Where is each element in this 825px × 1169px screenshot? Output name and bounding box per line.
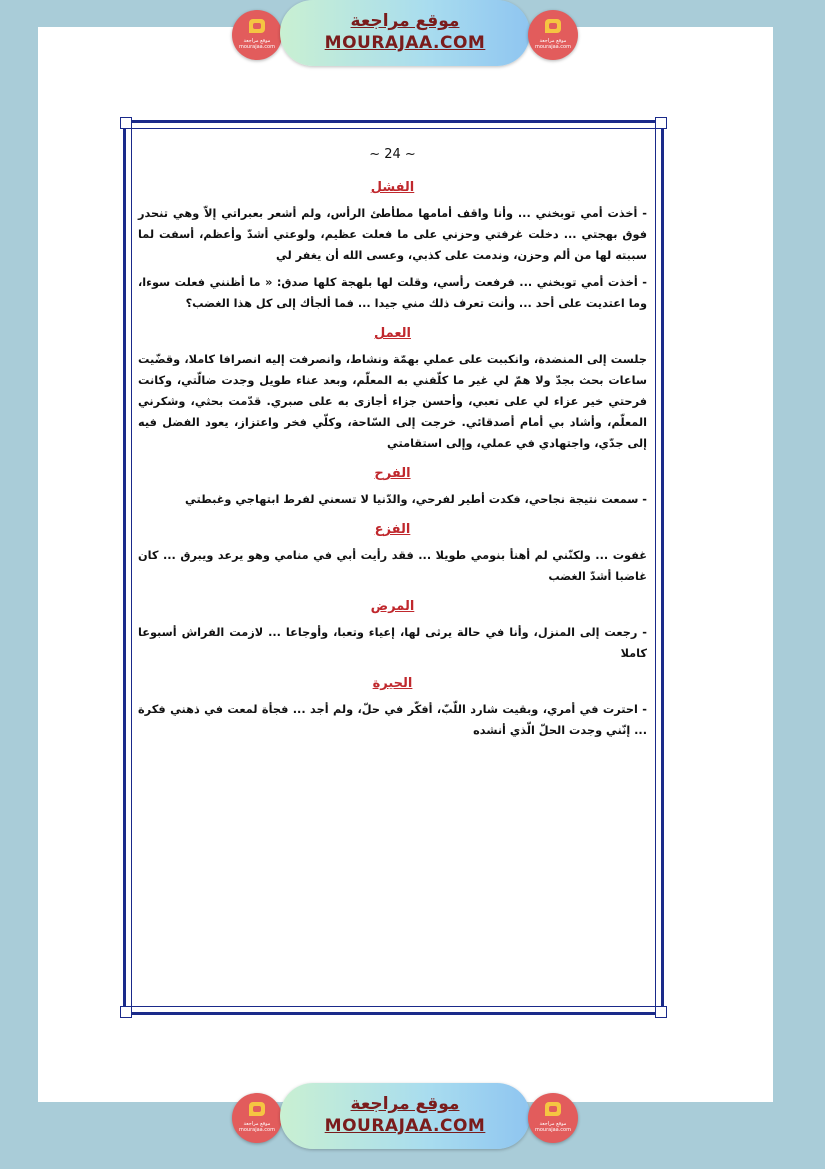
section-paragraph: - رجعت إلى المنزل، وأنا في حالة يرثى لها، إعياء وتعبا، وأوجاعا ... لازمت الفراش أسبوعا كاملا — [138, 626, 647, 660]
site-title-en[interactable]: MOURAJAA.COM — [324, 1116, 486, 1136]
site-logo-right[interactable] — [528, 1093, 578, 1143]
page-number: ~ 24 ~ — [369, 147, 416, 162]
logo-small-en: mourajaa.com — [534, 1127, 571, 1133]
section-heading-illness: المرض — [370, 599, 415, 614]
logo-small-en: mourajaa.com — [534, 44, 571, 50]
section-paragraph: - أخذت أمي توبخني ... وأنا واقف أمامها مطأطئ الرأس، ولم أشعر بعبراتي إلاّ وهي تنحدر فوق بهجتي ... دخلت غرفتي وحزني على ما فعلت عظيم، ولوعتي أشدّ وأعظم، أسفت لما سببته لها من ألم وحزن، وندمت على كذبي، وعسى الله أن يغفر لي — [138, 207, 647, 262]
site-title-ar[interactable]: موقع مراجعة — [350, 1094, 460, 1114]
section-paragraph: جلست إلى المنضدة، وانكببت على عملي بهمّة ونشاط، وانصرفت إليه انصرافا كاملا، وقضّيت ساعات بحث بجدّ ولا همّ لي غير ما كلّفني به المعلّم، وبعد عناء طويل وجدت ضالّتي، وكانت فرحتي خير عزاء لي على تعبي، وأحسن جزاء أجازى به على صبري. قدّمت بحثي، وشكرني المعلّم، وأشاد بي أمام أصدقائي. خرجت إلى السّاحة، وكلّي فخر واعتزاز، يعود الفضل فيه إلى جدّي، واجتهادي في عملي، وإلى استقامتي — [138, 353, 647, 450]
logo-small-ar: موقع مراجعة — [243, 1121, 271, 1127]
logo-small-ar: موقع مراجعة — [243, 38, 271, 44]
site-title-en[interactable]: MOURAJAA.COM — [324, 33, 486, 53]
corner-ornament — [120, 117, 132, 129]
logo-icon — [545, 19, 561, 33]
site-title-ar[interactable]: موقع مراجعة — [350, 11, 460, 31]
section-heading-confusion: الحيرة — [372, 676, 413, 691]
document-content — [138, 143, 647, 747]
section-heading-fright: الفزع — [374, 522, 411, 537]
logo-small-ar: موقع مراجعة — [539, 1121, 567, 1127]
site-link-pill[interactable] — [280, 0, 530, 66]
logo-icon — [249, 19, 265, 33]
section-heading-joy: الفرح — [374, 466, 411, 481]
document-page — [123, 120, 664, 1015]
section-paragraph: - أخذت أمي توبخني ... فرفعت رأسي، وقلت لها بلهجة كلها صدق: « ما أظنني فعلت سوءا، وما اعتديت على أحد ... وأنت تعرف ذلك مني جيدا ... فما ألجأك إلى كل هذا الغضب؟ — [138, 276, 647, 310]
site-logo-left[interactable] — [232, 10, 282, 60]
logo-icon — [545, 1102, 561, 1116]
section-paragraph: - سمعت نتيجة نجاحي، فكدت أطير لفرحي، والدّنيا لا تسعني لفرط ابتهاجي وغبطتي — [185, 493, 647, 506]
site-link-pill[interactable] — [280, 1083, 530, 1149]
logo-small-en: mourajaa.com — [238, 44, 275, 50]
site-logo-right[interactable] — [528, 10, 578, 60]
logo-small-ar: موقع مراجعة — [539, 38, 567, 44]
top-banner[interactable] — [230, 0, 580, 70]
section-heading-failure: الفشل — [370, 180, 415, 195]
section-paragraph: غفوت ... ولكنّني لم أهنأ بنومي طويلا ... فقد رأيت أبي في منامي وهو يرعد ويبرق ... كان غاضبا أشدّ الغضب — [138, 549, 647, 583]
corner-ornament — [655, 1006, 667, 1018]
corner-ornament — [120, 1006, 132, 1018]
section-paragraph: - احترت في أمري، وبقيت شارد اللّبّ، أفكّر في حلّ، ولم أجد ... فجأة لمعت في ذهني فكرة ... إنّني وجدت الحلّ الّذي أنشده — [138, 703, 647, 737]
logo-icon — [249, 1102, 265, 1116]
logo-small-en: mourajaa.com — [238, 1127, 275, 1133]
site-logo-left[interactable] — [232, 1093, 282, 1143]
bottom-banner[interactable] — [230, 1083, 580, 1153]
corner-ornament — [655, 117, 667, 129]
section-heading-work: العمل — [374, 326, 411, 341]
